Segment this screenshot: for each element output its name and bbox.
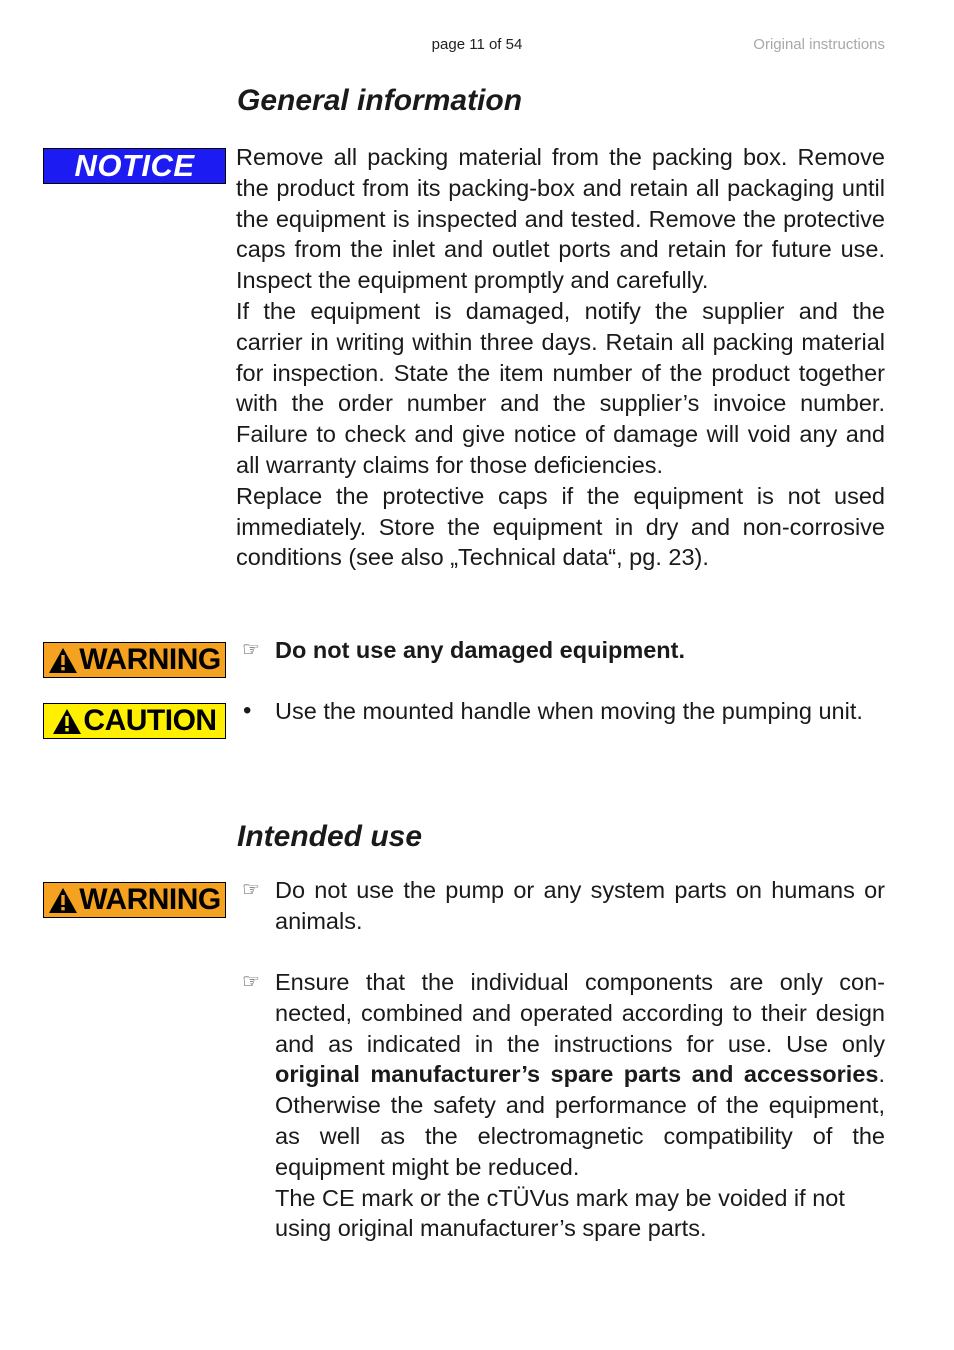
caution-label: CAUTION xyxy=(83,704,217,737)
section-heading-general: General information xyxy=(237,84,523,117)
exclamation-triangle-icon xyxy=(52,708,82,735)
pointing-hand-icon: ☞ xyxy=(242,639,260,661)
list-item xyxy=(242,967,885,1244)
notice-label: NOTICE xyxy=(74,148,195,183)
warning-text: Do not use any damaged equipment. xyxy=(275,637,685,663)
emphasis: original manufacturer’s spare parts and accessories xyxy=(275,1061,879,1088)
caution-text: Use the mounted handle when moving the pumping unit. xyxy=(275,698,863,724)
pointing-hand-icon: ☞ xyxy=(242,879,260,901)
pointing-hand-icon: ☞ xyxy=(242,971,260,993)
paragraph: Remove all packing material from the packing box. Remove the product from its packing-box and retain all packaging until the equipment is inspected and tested. Remove the protective caps from the inlet and outlet ports and retain for future use. Inspect the equipment promptly and carefully. xyxy=(236,144,885,294)
paragraph: Replace the protective caps if the equipment is not used immediately. Store the equipment in dry and non-corrosive conditions (see also „Technical data“, pg. 23). xyxy=(236,482,885,571)
section-heading-intended-use: Intended use xyxy=(237,820,423,853)
paragraph: If the equipment is damaged, notify the supplier and the carrier in writing within three days. Retain all packing material for inspection. State the item number of the product together with the order number and the supplier’s invoice number. Failure to check and give notice of damage will void any and all warranty claims for those deficiencies. xyxy=(236,297,885,478)
list-item xyxy=(242,875,885,937)
warning-badge xyxy=(43,642,226,678)
warning-label: WARNING xyxy=(79,643,221,676)
caution-item xyxy=(242,696,885,727)
document-type: Original instructions xyxy=(753,36,885,53)
warning-label: WARNING xyxy=(79,883,221,916)
notice-badge xyxy=(43,148,226,184)
caution-badge xyxy=(43,703,226,739)
bullet-icon: • xyxy=(243,697,252,724)
warning-item xyxy=(242,635,885,666)
list-item-text: Do not use the pump or any system parts on humans or animals. xyxy=(275,877,885,934)
warning-badge xyxy=(43,882,226,918)
paragraph: The CE mark or the cTÜVus mark may be voided if not using original manufacturer’s spare parts. xyxy=(275,1184,845,1242)
page-number: page 11 of 54 xyxy=(431,36,523,53)
paragraph: Ensure that the individual components are only connected, combined and operated according to their design and as indicated in the instructions for use. Use only original manufacturer’s spare parts and accessories. Otherwise the safety and performance of the equipment, as well as the electromagnetic compatibility of the equipment might be reduced. xyxy=(275,969,885,1180)
list-item-text xyxy=(275,967,885,1244)
exclamation-triangle-icon xyxy=(48,647,78,674)
general-body xyxy=(236,142,885,573)
exclamation-triangle-icon xyxy=(48,887,78,914)
